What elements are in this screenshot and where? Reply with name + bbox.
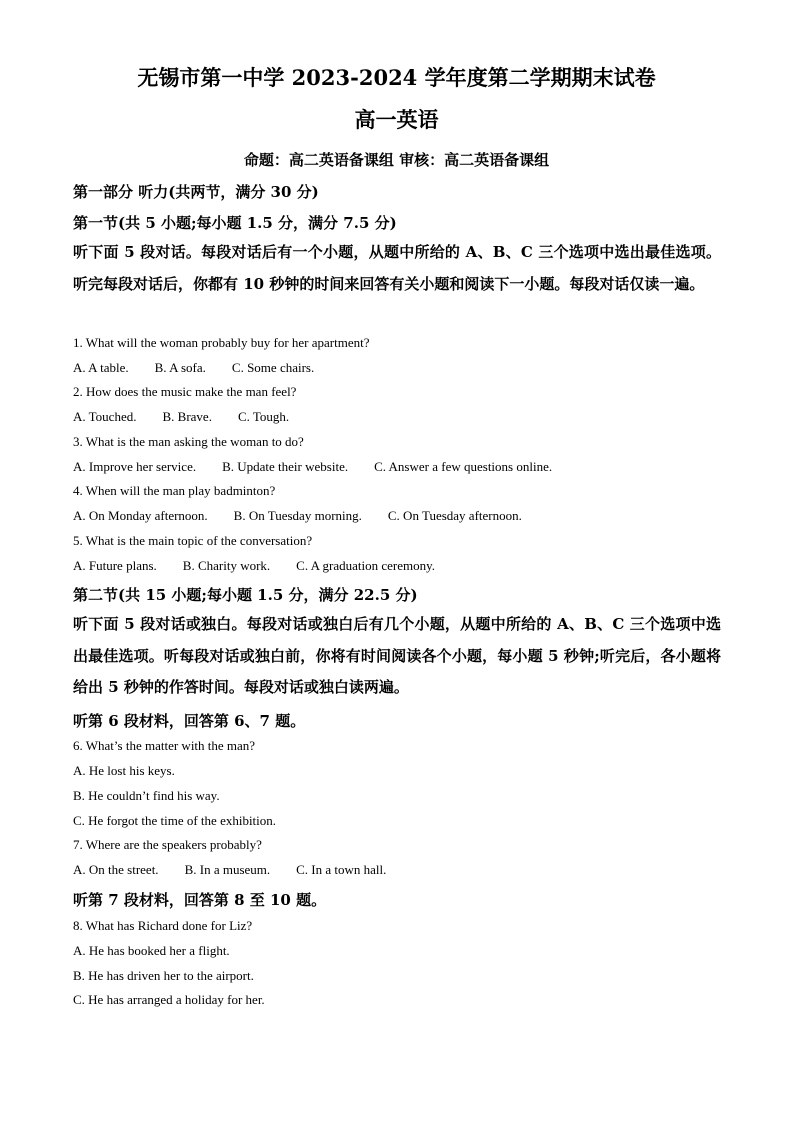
question-7: 7. Where are the speakers probably? bbox=[73, 837, 262, 852]
option-b: B. A sofa. bbox=[154, 360, 206, 375]
option-a: A. On Monday afternoon. bbox=[73, 508, 208, 523]
question-5: 5. What is the main topic of the conversation? bbox=[73, 533, 313, 548]
section1-instructions: 听下面 5 段对话。每段对话后有一个小题，从题中所给的 A、B、C 三个选项中选出最佳选项。听完每段对话后，你都有 10 秒钟的时间来回答有关小题和阅读下一小题。每段对话仅读一遍。 bbox=[73, 243, 721, 293]
option-c: C. On Tuesday afternoon. bbox=[387, 508, 522, 523]
question-2: 2. How does the music make the man feel? bbox=[73, 384, 297, 399]
section1-heading: 第一节(共 5 小题;每小题 1.5 分，满分 7.5 分) bbox=[73, 214, 397, 232]
option-b: B. On Tuesday morning. bbox=[233, 508, 362, 523]
exam-title: 无锡市第一中学 2023-2024 学年度第二学期期末试卷 bbox=[137, 65, 656, 90]
question-2-options bbox=[73, 409, 289, 425]
question-8-option-c: C. He has arranged a holiday for her. bbox=[73, 992, 265, 1007]
option-c: C. Some chairs. bbox=[231, 360, 315, 375]
question-6-option-c: C. He forgot the time of the exhibition. bbox=[73, 813, 277, 828]
question-6-option-b: B. He couldn’t find his way. bbox=[73, 788, 220, 803]
option-b: B. Charity work. bbox=[182, 558, 271, 573]
option-a: A. Future plans. bbox=[73, 558, 157, 573]
question-4: 4. When will the man play badminton? bbox=[73, 483, 276, 498]
question-8: 8. What has Richard done for Liz? bbox=[73, 918, 253, 933]
option-a: A. On the street. bbox=[73, 862, 159, 877]
section2-heading: 第二节(共 15 小题;每小题 1.5 分，满分 22.5 分) bbox=[73, 586, 418, 604]
question-1: 1. What will the woman probably buy for her apartment? bbox=[73, 335, 370, 350]
question-6: 6. What’s the matter with the man? bbox=[73, 738, 256, 753]
question-3: 3. What is the man asking the woman to do? bbox=[73, 434, 304, 449]
question-4-options bbox=[73, 508, 522, 524]
option-c: C. Answer a few questions online. bbox=[374, 459, 553, 474]
option-b: B. Brave. bbox=[162, 409, 212, 424]
question-8-option-b: B. He has driven her to the airport. bbox=[73, 968, 254, 983]
question-6-option-a: A. He lost his keys. bbox=[73, 763, 175, 778]
option-a: A. A table. bbox=[73, 360, 129, 375]
option-a: A. Touched. bbox=[73, 409, 137, 424]
option-c: C. In a town hall. bbox=[296, 862, 387, 877]
question-1-options bbox=[73, 360, 314, 376]
question-8-option-a: A. He has booked her a flight. bbox=[73, 943, 230, 958]
option-b: B. Update their website. bbox=[222, 459, 349, 474]
option-c: C. A graduation ceremony. bbox=[296, 558, 436, 573]
part1-heading: 第一部分 听力(共两节，满分 30 分) bbox=[73, 183, 319, 201]
question-5-options bbox=[73, 558, 435, 574]
material-7-heading: 听第 7 段材料，回答第 8 至 10 题。 bbox=[73, 891, 327, 909]
option-a: A. Improve her service. bbox=[73, 459, 197, 474]
exam-subtitle: 高一英语 bbox=[354, 107, 439, 132]
question-7-options bbox=[73, 862, 386, 878]
option-b: B. In a museum. bbox=[184, 862, 271, 877]
option-c: C. Tough. bbox=[237, 409, 290, 424]
exam-authors: 命题：高二英语备课组 审核：高二英语备课组 bbox=[243, 151, 550, 169]
question-3-options bbox=[73, 459, 552, 475]
material-6-heading: 听第 6 段材料，回答第 6、7 题。 bbox=[73, 712, 306, 730]
section2-instructions: 听下面 5 段对话或独白。每段对话或独白后有几个小题，从题中所给的 A、B、C 三个选项中选出最佳选项。听每段对话或独白前，你将有时间阅读各个小题，每小题 5 秒钟;听完后，各小题将给出 5 秒钟的作答时间。每段对话或独白读两遍。 bbox=[73, 615, 721, 696]
